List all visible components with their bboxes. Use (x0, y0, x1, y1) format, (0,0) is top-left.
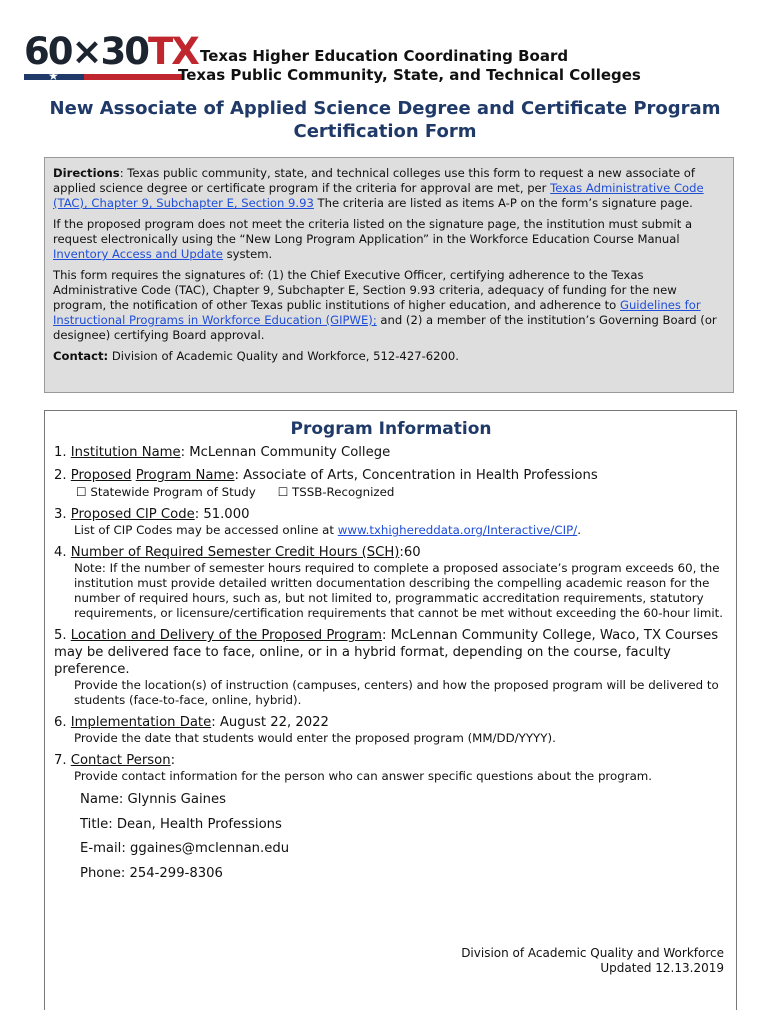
institution-name-value[interactable]: : McLennan Community College (180, 445, 391, 460)
statewide-checkbox[interactable]: ☐ Statewide Program of Study (76, 485, 256, 499)
cip-code-value[interactable]: : 51.000 (194, 507, 250, 522)
directions-box (44, 157, 734, 393)
contact-name[interactable]: Name: Glynnis Gaines (80, 792, 226, 807)
gipwe-link[interactable]: Guidelines for Instructional Programs in Workforce Education (GIPWE); (53, 298, 701, 327)
cip-note: List of CIP Codes may be accessed online at www.txhighereddata.org/Interactive/CIP/. (74, 523, 581, 537)
sch-note: Note: If the number of semester hours required to complete a proposed associate’s program exceeds 60, the institution must provide detailed written documentation describing the compelling academic reason for the number of required hours, such as, but not limited to, programmatic accreditation requirements, statutory requirements, or licensure/certification requirements that cannot be met without exceeding the 60-hour limit. (74, 561, 723, 620)
org-subtitle: Texas Public Community, State, and Technical Colleges (178, 66, 641, 84)
org-name: Texas Higher Education Coordinating Board (200, 47, 569, 65)
form-title: New Associate of Applied Science Degree and Certificate Program Certification Form (49, 98, 721, 142)
contact-title[interactable]: Title: Dean, Health Professions (80, 816, 282, 832)
program-name-item: 2. Proposed Program Name: Associate of Arts, Concentration in Health Professions ☐ Statewide Program of Study ☐ TSSB-Recognized (54, 467, 728, 500)
program-type-checkboxes (54, 484, 728, 500)
sch-item: 4. Number of Required Semester Credit Hours (SCH):60 Note: If the number of semester hours required to complete a proposed associate’s program exceeds 60, the institution must provide detailed written documentation describing the compelling academic reason for the number of required hours, such as, but not limited to, programmatic accreditation requirements, statutory requirements, or licensure/certification requirements that cannot be met without exceeding the 60-hour limit. (54, 544, 728, 621)
directions-paragraph: Directions: Texas public community, state, and technical colleges use this form to request a new associate of applied science degree or certificate program if the criteria for approval are met, per Texas Administrative Code (TAC), Chapter 9, Subchapter E, Section 9.93 The criteria are listed as items A-P on the form’s signature page. (53, 166, 704, 210)
logo (24, 30, 198, 84)
institution-name-item: 1. Institution Name: McLennan Community College (54, 445, 391, 460)
page-footer: Division of Academic Quality and Workforce Updated 12.13.2019 (461, 946, 724, 975)
tssb-checkbox[interactable]: ☐ TSSB-Recognized (277, 485, 395, 499)
inventory-link[interactable]: Inventory Access and Update (53, 247, 223, 261)
contact-paragraph: Contact: Division of Academic Quality and Workforce, 512-427-6200. (53, 349, 459, 363)
implementation-date-value[interactable]: : August 22, 2022 (211, 715, 329, 730)
tac-link[interactable]: Texas Administrative Code (TAC), Chapter 9, Subchapter E, Section 9.93 (53, 181, 704, 210)
section-heading: Program Information (290, 419, 492, 439)
logo-text: 60×30TX (24, 30, 198, 73)
location-note: Provide the location(s) of instruction (campuses, centers) and how the proposed program will be delivered to students (face-to-face, online, hybrid). (74, 678, 719, 707)
contact-email[interactable]: E-mail: ggaines@mclennan.edu (80, 841, 290, 856)
contact-details (54, 788, 728, 886)
contact-person-item: 7. Contact Person: Provide contact information for the person who can answer specific questions about the program. Name: Glynnis Gaines Title: Dean, Health Professions E-mail: ggaines@mclennan.edu Phone: 254-299-8306 (54, 752, 728, 886)
implementation-note: Provide the date that students would enter the proposed program (MM/DD/YYYY). (74, 731, 556, 745)
program-name-value[interactable]: : Associate of Arts, Concentration in Health Professions (234, 468, 598, 483)
sch-value[interactable]: :60 (399, 545, 421, 560)
application-paragraph: If the proposed program does not meet the criteria listed on the signature page, the institution must submit a request electronically using the “New Long Program Application” in the Workforce Education Course Manual Inventory Access and Update system. (53, 217, 693, 261)
implementation-date-item: 6. Implementation Date: August 22, 2022 Provide the date that students would enter the proposed program (MM/DD/YYYY). (54, 714, 728, 746)
cip-link[interactable]: www.txhighereddata.org/Interactive/CIP/ (337, 523, 578, 537)
location-item: 5. Location and Delivery of the Proposed Program: McLennan Community College, Waco, TX Courses may be delivered face to face, online, or in a hybrid format, depending on the course, faculty preference. Provide the location(s) of instruction (campuses, centers) and how the proposed program will be delivered to students (face-to-face, online, hybrid). (54, 627, 728, 708)
cip-code-item: 3. Proposed CIP Code: 51.000 List of CIP Codes may be accessed online at www.txhighereddata.org/Interactive/CIP/. (54, 506, 728, 538)
contact-note: Provide contact information for the person who can answer specific questions about the program. (74, 769, 653, 783)
contact-phone[interactable]: Phone: 254-299-8306 (80, 865, 223, 881)
signatures-paragraph: This form requires the signatures of: (1) the Chief Executive Officer, certifying adherence to the Texas Administrative Code (TAC), Chapter 9, Subchapter E, Section 9.93 criteria, adequacy of funding for the new program, the notification of other Texas public institutions of higher education, and adherence to Guidelines for Instructional Programs in Workforce Education (GIPWE); and (2) a member of the institution’s Governing Board (or designee) certifying Board approval. (53, 268, 717, 342)
program-info-section (44, 410, 737, 1010)
star-icon: ★ (48, 69, 59, 83)
location-value[interactable]: : McLennan Community College, Waco, TX Courses may be delivered face to face, online, or in a hybrid format, depending on the course, faculty preference. (54, 628, 719, 677)
